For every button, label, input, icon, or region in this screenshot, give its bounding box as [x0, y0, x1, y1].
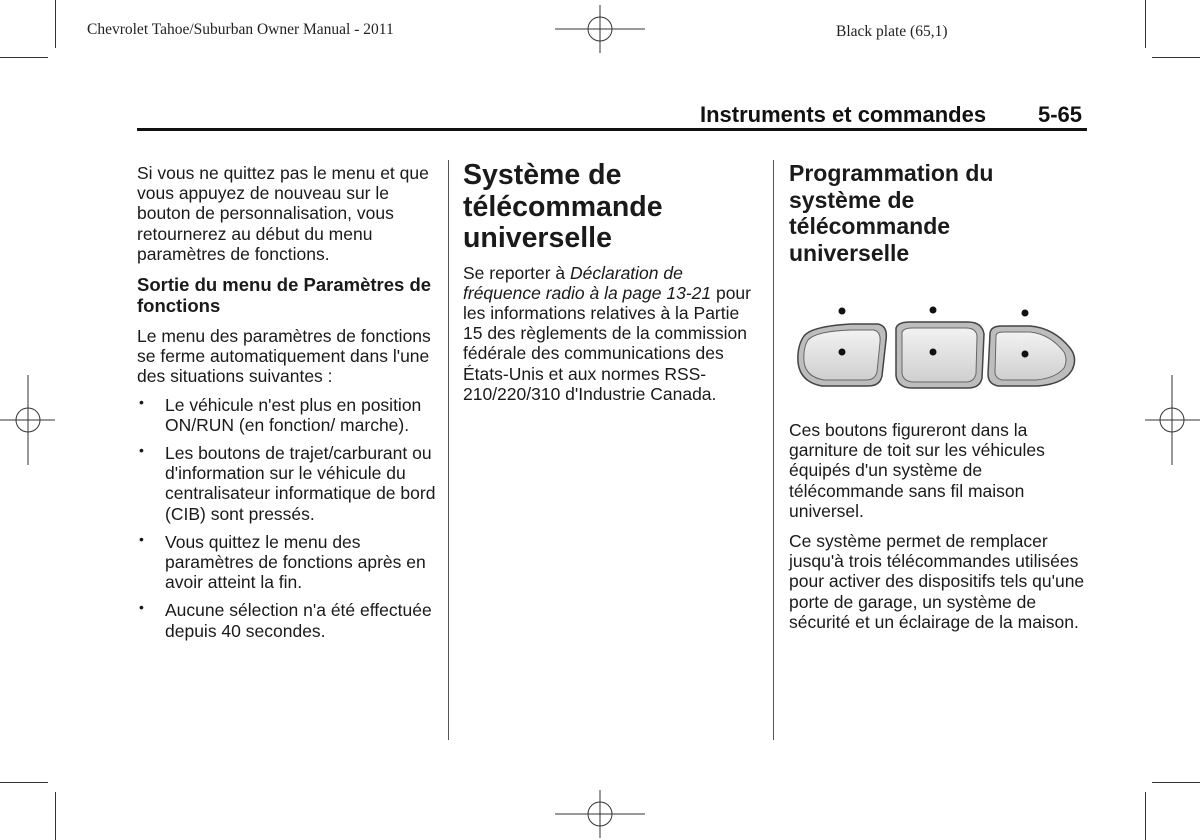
- heading-programming: Programmation du système de télécommande universelle: [789, 160, 994, 266]
- heading-universal-remote: Système de télécommande universelle: [463, 159, 663, 254]
- exit-menu-paragraph: Le menu des paramètres de fonctions se ferme automatiquement dans l'une des situations suivantes :: [137, 326, 431, 387]
- list-item: [137, 443, 437, 524]
- list-item: [137, 532, 437, 593]
- registration-target-left: [0, 375, 55, 465]
- column-divider-1: [448, 160, 449, 740]
- subheading-exit-menu: Sortie du menu de Paramètres de fonctions: [137, 274, 432, 317]
- bullet-glyph: •: [139, 442, 144, 459]
- header-rule: [137, 128, 1087, 131]
- reference-paragraph: [463, 263, 753, 404]
- list-item-text: Aucune sélection n'a été effectuée depuis 40 secondes.: [165, 600, 432, 641]
- bullet-glyph: •: [139, 393, 144, 410]
- list-item: [137, 395, 437, 435]
- list-item-text: Les boutons de trajet/carburant ou d'information sur le véhicule du centralisateur informatique de bord (CIB) sont pressés.: [165, 443, 436, 524]
- plate-label: Black plate (65,1): [836, 23, 948, 40]
- manual-title: Chevrolet Tahoe/Suburban Owner Manual - 2011: [87, 21, 394, 38]
- column-1: [137, 163, 437, 641]
- list-item-text: Le véhicule n'est plus en position ON/RUN (en fonction/ marche).: [165, 394, 422, 435]
- registration-target-right: [1145, 375, 1200, 465]
- column-3-body: [789, 420, 1089, 632]
- intro-paragraph: Si vous ne quittez pas le menu et que vous appuyez de nouveau sur le bouton de personnalisation, vous retournerez au début du menu paramètres de fonctions.: [137, 163, 429, 264]
- reference-prefix: Se reporter à: [463, 262, 570, 283]
- button-3-icon: [988, 310, 1075, 387]
- column-3: [789, 160, 1089, 266]
- registration-target-bottom: [555, 790, 645, 838]
- bullet-glyph: •: [139, 530, 144, 547]
- buttons-description-paragraph: Ces boutons figureront dans la garniture de toit sur les véhicules équipés d'un système de télécommande sans fil maison universel.: [789, 420, 1045, 521]
- column-divider-2: [773, 160, 774, 740]
- column-2: [463, 160, 753, 404]
- exit-conditions-list: [137, 395, 437, 641]
- list-item: [137, 600, 437, 640]
- page-number: 5-65: [1038, 102, 1083, 127]
- button-1-icon: [798, 308, 886, 387]
- homelink-buttons-illustration: [792, 300, 1082, 392]
- list-item-text: Vous quittez le menu des paramètres de fonctions après en avoir atteint la fin.: [165, 531, 426, 593]
- section-title: Instruments et commandes: [700, 102, 987, 127]
- system-description-paragraph: Ce système permet de remplacer jusqu'à trois télécommandes utilisées pour activer des dispositifs tels qu'une porte de garage, un système de sécurité et un éclairage de la maison.: [789, 531, 1085, 632]
- bullet-glyph: •: [139, 599, 144, 616]
- button-2-icon: [896, 307, 984, 389]
- reference-suffix: pour les informations relatives à la Partie 15 des règlements de la commission fédérale des communications des États-Unis et aux normes RSS-210/220/310 d'Industrie Canada.: [463, 282, 751, 404]
- registration-target-top: [555, 5, 645, 53]
- reference-link[interactable]: Déclaration de fréquence radio à la page 13-21: [463, 262, 712, 303]
